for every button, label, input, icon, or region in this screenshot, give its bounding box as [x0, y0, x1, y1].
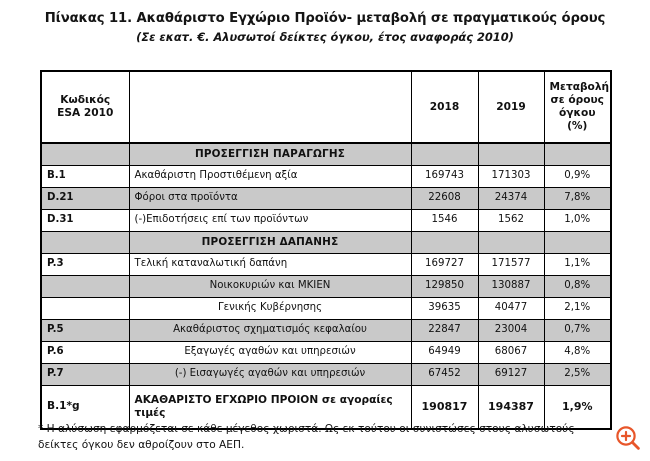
cell-change — [544, 231, 611, 253]
cell-code — [41, 231, 129, 253]
cell-2018: 1546 — [411, 209, 478, 231]
cell-code — [41, 275, 129, 297]
cell-code: B.1 — [41, 165, 129, 187]
table-header — [41, 71, 611, 143]
cell-2018: 67452 — [411, 363, 478, 385]
cell-description: Ακαθάριστος σχηματισμός κεφαλαίου — [129, 319, 411, 341]
cell-2019: 130887 — [478, 275, 544, 297]
header-year-2018: 2018 — [411, 71, 478, 143]
cell-code: P.5 — [41, 319, 129, 341]
cell-code: D.21 — [41, 187, 129, 209]
cell-2019: 194387 — [478, 385, 544, 429]
cell-2019: 23004 — [478, 319, 544, 341]
table-row — [41, 275, 611, 297]
title-block — [0, 0, 650, 45]
cell-2019: 171303 — [478, 165, 544, 187]
cell-description: ΑΚΑΘΑΡΙΣΤΟ ΕΓΧΩΡΙΟ ΠΡΟΙΟΝ σε αγοραίες τιμές — [129, 385, 411, 429]
cell-2019: 40477 — [478, 297, 544, 319]
cell-change: 0,9% — [544, 165, 611, 187]
cell-code: B.1*g — [41, 385, 129, 429]
cell-change — [544, 143, 611, 165]
gdp-table — [40, 70, 612, 430]
header-change — [544, 71, 611, 143]
cell-2019 — [478, 231, 544, 253]
cell-2018: 64949 — [411, 341, 478, 363]
cell-2019: 24374 — [478, 187, 544, 209]
cell-2019: 171577 — [478, 253, 544, 275]
cell-description: Ακαθάριστη Προστιθέμενη αξία — [129, 165, 411, 187]
cell-2018 — [411, 231, 478, 253]
header-change-line3: όγκου — [559, 107, 596, 119]
cell-description: (-) Εισαγωγές αγαθών και υπηρεσιών — [129, 363, 411, 385]
header-change-line1: Μεταβολή — [549, 81, 610, 93]
table-row — [41, 165, 611, 187]
cell-description: Εξαγωγές αγαθών και υπηρεσιών — [129, 341, 411, 363]
cell-description: Τελική καταναλωτική δαπάνη — [129, 253, 411, 275]
cell-code — [41, 143, 129, 165]
cell-change: 0,8% — [544, 275, 611, 297]
section-header-label: ΠΡΟΣΕΓΓΙΣΗ ΠΑΡΑΓΩΓΗΣ — [129, 143, 411, 165]
section-header-label: ΠΡΟΣΕΓΓΙΣΗ ΔΑΠΑΝΗΣ — [129, 231, 411, 253]
table-row — [41, 187, 611, 209]
header-change-line2: σε όρους — [550, 94, 604, 106]
cell-2018: 190817 — [411, 385, 478, 429]
table-row — [41, 143, 611, 165]
header-row — [41, 71, 611, 143]
table-body — [41, 143, 611, 429]
cell-code: D.31 — [41, 209, 129, 231]
header-change-line4: (%) — [567, 120, 588, 132]
cell-2018 — [411, 143, 478, 165]
footnote: * Η αλύσωση εφαρμόζεται σε κάθε μέγεθος χωριστά. Ως εκ τούτου οι συνιστώσες στους αλυσωτούς δείκτες όγκου δεν αθροίζουν στο ΑΕΠ. — [38, 423, 575, 451]
cell-2018: 22847 — [411, 319, 478, 341]
header-description — [129, 71, 411, 143]
header-year-2019: 2019 — [478, 71, 544, 143]
table-row — [41, 341, 611, 363]
table-row — [41, 319, 611, 341]
cell-change: 2,1% — [544, 297, 611, 319]
cell-code: P.3 — [41, 253, 129, 275]
cell-description: Φόροι στα προϊόντα — [129, 187, 411, 209]
page-title: Πίνακας 11. Ακαθάριστο Εγχώριο Προϊόν- μεταβολή σε πραγματικούς όρους — [44, 11, 606, 26]
gdp-table-container — [40, 70, 610, 430]
cell-2019: 69127 — [478, 363, 544, 385]
cell-2019: 68067 — [478, 341, 544, 363]
cell-change: 2,5% — [544, 363, 611, 385]
cell-2018: 22608 — [411, 187, 478, 209]
cell-2019: 1562 — [478, 209, 544, 231]
cell-code — [41, 297, 129, 319]
cell-description: (-)Επιδοτήσεις επί των προϊόντων — [129, 209, 411, 231]
cell-description: Νοικοκυριών και ΜΚΙΕΝ — [129, 275, 411, 297]
cell-change: 1,9% — [544, 385, 611, 429]
cell-change: 1,0% — [544, 209, 611, 231]
cell-2018: 169727 — [411, 253, 478, 275]
cell-2018: 129850 — [411, 275, 478, 297]
table-row — [41, 297, 611, 319]
cell-2019 — [478, 143, 544, 165]
table-row — [41, 253, 611, 275]
zoom-in-magnifier-icon[interactable] — [615, 425, 641, 451]
table-row — [41, 209, 611, 231]
header-code-line1: Κωδικός — [60, 94, 111, 106]
cell-change: 4,8% — [544, 341, 611, 363]
header-code-line2: ESA 2010 — [57, 107, 114, 119]
cell-change: 7,8% — [544, 187, 611, 209]
cell-2018: 169743 — [411, 165, 478, 187]
table-row — [41, 231, 611, 253]
cell-change: 1,1% — [544, 253, 611, 275]
cell-code: P.7 — [41, 363, 129, 385]
header-code — [41, 71, 129, 143]
table-row — [41, 363, 611, 385]
cell-description: Γενικής Κυβέρνησης — [129, 297, 411, 319]
page-subtitle: (Σε εκατ. €. Αλυσωτοί δείκτες όγκου, έτος αναφοράς 2010) — [136, 30, 514, 44]
cell-change: 0,7% — [544, 319, 611, 341]
cell-2018: 39635 — [411, 297, 478, 319]
cell-code: P.6 — [41, 341, 129, 363]
